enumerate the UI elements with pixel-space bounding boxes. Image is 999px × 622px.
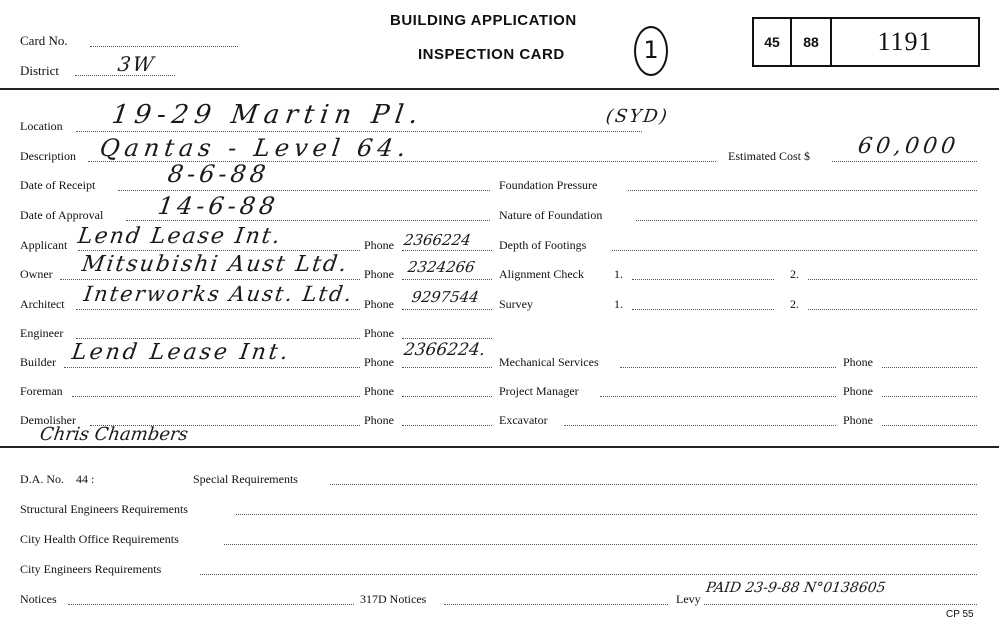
estimated-cost-label: Estimated Cost $ (728, 149, 810, 163)
location-note: (SYD) (604, 106, 671, 127)
builder-label: Builder (20, 355, 56, 369)
location-line (76, 131, 642, 132)
alignment-check-label: Alignment Check (499, 267, 584, 281)
card-no-label: Card No. (20, 33, 68, 48)
date-approval-label: Date of Approval (20, 208, 104, 222)
date-receipt-value: 8-6-88 (166, 160, 272, 188)
district-label: District (20, 63, 59, 78)
ref-box-45: 45 (754, 19, 792, 65)
mechanical-services-line (620, 367, 836, 368)
health-requirements-label: City Health Office Requirements (20, 532, 179, 546)
architect-value: Interworks Aust. Ltd. (82, 282, 356, 306)
circled-number-mark (634, 26, 668, 76)
special-requirements-line (330, 484, 977, 485)
project-manager-phone-label: Phone (843, 384, 873, 398)
form-title-line2: INSPECTION CARD (418, 46, 565, 63)
architect-label: Architect (20, 297, 65, 311)
owner-value: Mitsubishi Aust Ltd. (80, 252, 350, 277)
owner-line (60, 279, 360, 280)
form-title-line1: BUILDING APPLICATION (390, 12, 577, 29)
levy-line (704, 604, 977, 605)
survey-line-1 (632, 309, 774, 310)
depth-footings-line (612, 250, 977, 251)
nature-foundation-line (636, 220, 977, 221)
survey-label: Survey (499, 297, 533, 311)
notices-label: Notices (20, 592, 57, 606)
nature-foundation-label: Nature of Foundation (499, 208, 603, 222)
foreman-phone-line (402, 396, 492, 397)
engineer-label: Engineer (20, 326, 64, 340)
excavator-phone-label: Phone (843, 413, 873, 427)
project-manager-label: Project Manager (499, 384, 579, 398)
builder-value: Lend Lease Int. (70, 340, 293, 365)
alignment-check-num-1: 1. (614, 267, 623, 281)
form-code: CP 55 (946, 609, 974, 620)
da-no-value: 44 : (76, 472, 95, 486)
section-divider (0, 446, 999, 448)
survey-num-1: 1. (614, 297, 623, 311)
owner-label: Owner (20, 267, 53, 281)
date-receipt-label: Date of Receipt (20, 178, 96, 192)
applicant-phone-line (402, 250, 492, 251)
depth-footings-label: Depth of Footings (499, 238, 587, 252)
date-approval-line (126, 220, 490, 221)
foreman-line (72, 396, 360, 397)
mechanical-phone-line (882, 367, 977, 368)
alignment-check-line-2 (808, 279, 977, 280)
project-manager-line (600, 396, 836, 397)
mechanical-phone-label: Phone (843, 355, 873, 369)
levy-label: Levy (676, 592, 701, 606)
ref-box-number: 1191 (877, 27, 933, 56)
date-receipt-line (118, 190, 490, 191)
notices-line (68, 604, 354, 605)
demolisher-label: Demolisher (20, 413, 76, 427)
excavator-phone-line (882, 425, 977, 426)
da-no-label: D.A. No. (20, 472, 64, 486)
foreman-phone-label: Phone (364, 384, 394, 398)
owner-phone-value: 2324266 (406, 258, 477, 276)
alignment-check-line-1 (632, 279, 774, 280)
applicant-line (78, 250, 360, 251)
card-no-line (90, 46, 238, 47)
ref-box-88: 88 (792, 19, 832, 65)
location-label: Location (20, 119, 63, 133)
builder-phone-line (402, 367, 492, 368)
foundation-pressure-line (628, 190, 977, 191)
estimated-cost-value: 60,000 (856, 134, 961, 159)
architect-line (76, 309, 360, 310)
applicant-value: Lend Lease Int. (76, 224, 284, 249)
architect-phone-label: Phone (364, 297, 394, 311)
engineers-requirements-line (200, 574, 977, 575)
district-value: 3W (116, 52, 157, 76)
structural-requirements-label: Structural Engineers Requirements (20, 502, 188, 516)
health-requirements-line (224, 544, 977, 545)
demolisher-phone-line (402, 425, 492, 426)
location-value: 19-29 Martin Pl. (109, 100, 426, 130)
excavator-label: Excavator (499, 413, 548, 427)
header-divider (0, 88, 999, 90)
applicant-phone-label: Phone (364, 238, 394, 252)
owner-phone-label: Phone (364, 267, 394, 281)
levy-value: PAID 23-9-88 N°0138605 (704, 580, 887, 596)
description-label: Description (20, 149, 76, 163)
notices-317d-label: 317D Notices (360, 592, 427, 606)
notices-317d-line (444, 604, 668, 605)
builder-line (64, 367, 360, 368)
engineer-phone-line (402, 338, 492, 339)
survey-num-2: 2. (790, 297, 799, 311)
architect-phone-line (402, 309, 492, 310)
alignment-check-num-2: 2. (790, 267, 799, 281)
engineers-requirements-label: City Engineers Requirements (20, 562, 162, 576)
structural-requirements-line (236, 514, 977, 515)
demolisher-value: Chris Chambers (38, 424, 190, 445)
reference-box (752, 17, 980, 67)
project-manager-phone-line (882, 396, 977, 397)
engineer-line (76, 338, 360, 339)
applicant-label: Applicant (20, 238, 68, 252)
mechanical-services-label: Mechanical Services (499, 355, 599, 369)
excavator-line (564, 425, 836, 426)
builder-phone-value: 2366224. (402, 340, 487, 360)
builder-phone-label: Phone (364, 355, 394, 369)
architect-phone-value: 9297544 (410, 288, 481, 306)
engineer-phone-label: Phone (364, 326, 394, 340)
survey-line-2 (808, 309, 977, 310)
demolisher-phone-label: Phone (364, 413, 394, 427)
circled-number: 1 (643, 36, 659, 64)
estimated-cost-line (832, 161, 977, 162)
description-value: Qantas - Level 64. (98, 134, 413, 162)
date-approval-value: 14-6-88 (156, 192, 281, 220)
owner-phone-line (402, 279, 492, 280)
foundation-pressure-label: Foundation Pressure (499, 178, 598, 192)
foreman-label: Foreman (20, 384, 63, 398)
applicant-phone-value: 2366224 (402, 231, 473, 249)
special-requirements-label: Special Requirements (193, 472, 298, 486)
